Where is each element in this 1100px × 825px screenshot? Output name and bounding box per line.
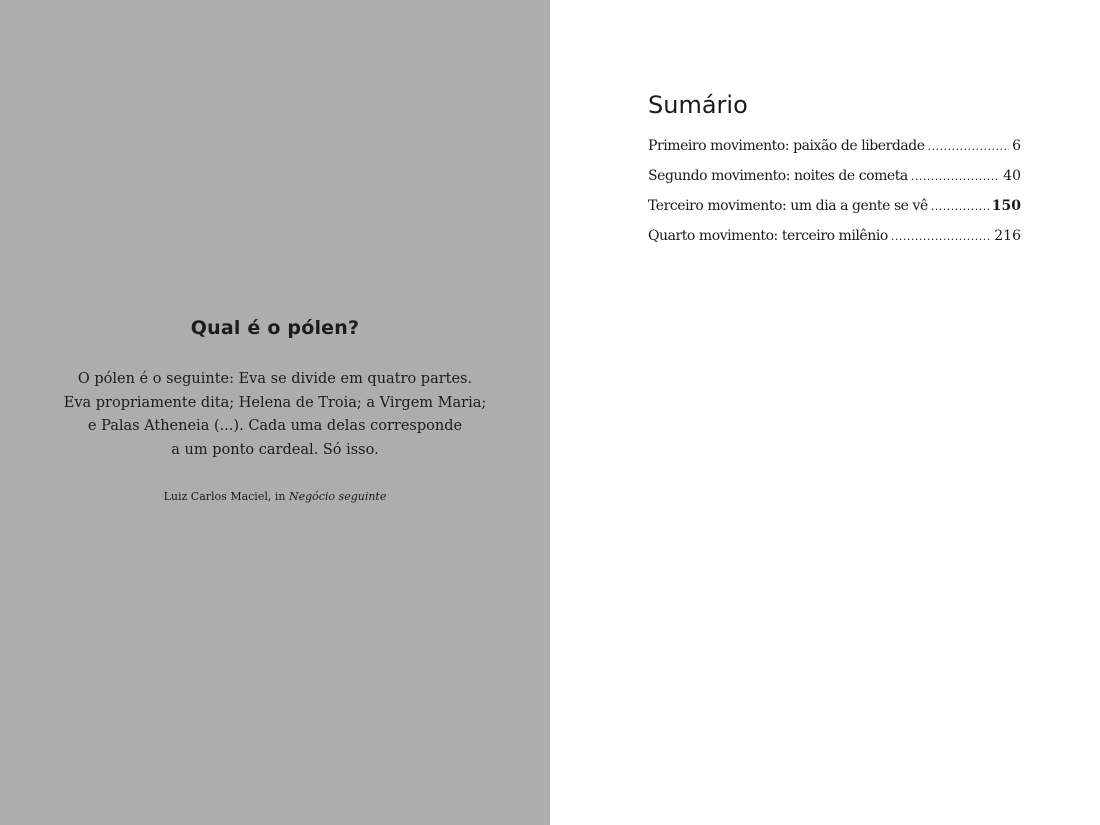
toc-heading: Sumário xyxy=(648,91,748,119)
epigraph-quote xyxy=(0,368,550,462)
toc-leader-dots xyxy=(891,230,991,243)
toc-entry-page: 216 xyxy=(994,228,1021,244)
toc-entry-title: Terceiro movimento: um dia a gente se vê xyxy=(648,198,928,214)
toc-entry[interactable] xyxy=(648,138,1021,168)
toc-leader-dots xyxy=(931,200,989,213)
toc-entry[interactable] xyxy=(648,228,1021,258)
quote-line: Eva propriamente dita; Helena de Troia; a Virgem Maria; xyxy=(63,394,487,411)
credit-author: Luiz Carlos Maciel, in xyxy=(163,490,289,503)
epigraph-title: Qual é o pólen? xyxy=(190,317,360,339)
quote-line: e Palas Atheneia (...). Cada uma delas corresponde xyxy=(87,418,463,434)
toc-entry[interactable] xyxy=(648,198,1021,228)
toc-entry-title: Segundo movimento: noites de cometa xyxy=(648,168,908,184)
toc-entry-title: Quarto movimento: terceiro milênio xyxy=(648,228,888,244)
toc-entry-page: 150 xyxy=(991,198,1021,214)
table-of-contents-page xyxy=(550,0,1100,825)
quote-line: a um ponto cardeal. Só isso. xyxy=(171,441,379,458)
toc-list xyxy=(648,138,1021,258)
quote-line: O pólen é o seguinte: Eva se divide em quatro partes. xyxy=(77,371,473,387)
toc-entry-page: 40 xyxy=(1003,168,1021,184)
toc-leader-dots xyxy=(928,140,1009,153)
credit-work-title: Negócio seguinte xyxy=(288,490,387,503)
toc-entry-page: 6 xyxy=(1012,138,1021,154)
epigraph-credit xyxy=(0,490,550,503)
toc-leader-dots xyxy=(911,170,1000,183)
toc-entry-title: Primeiro movimento: paixão de liberdade xyxy=(648,138,925,154)
toc-entry[interactable] xyxy=(648,168,1021,198)
